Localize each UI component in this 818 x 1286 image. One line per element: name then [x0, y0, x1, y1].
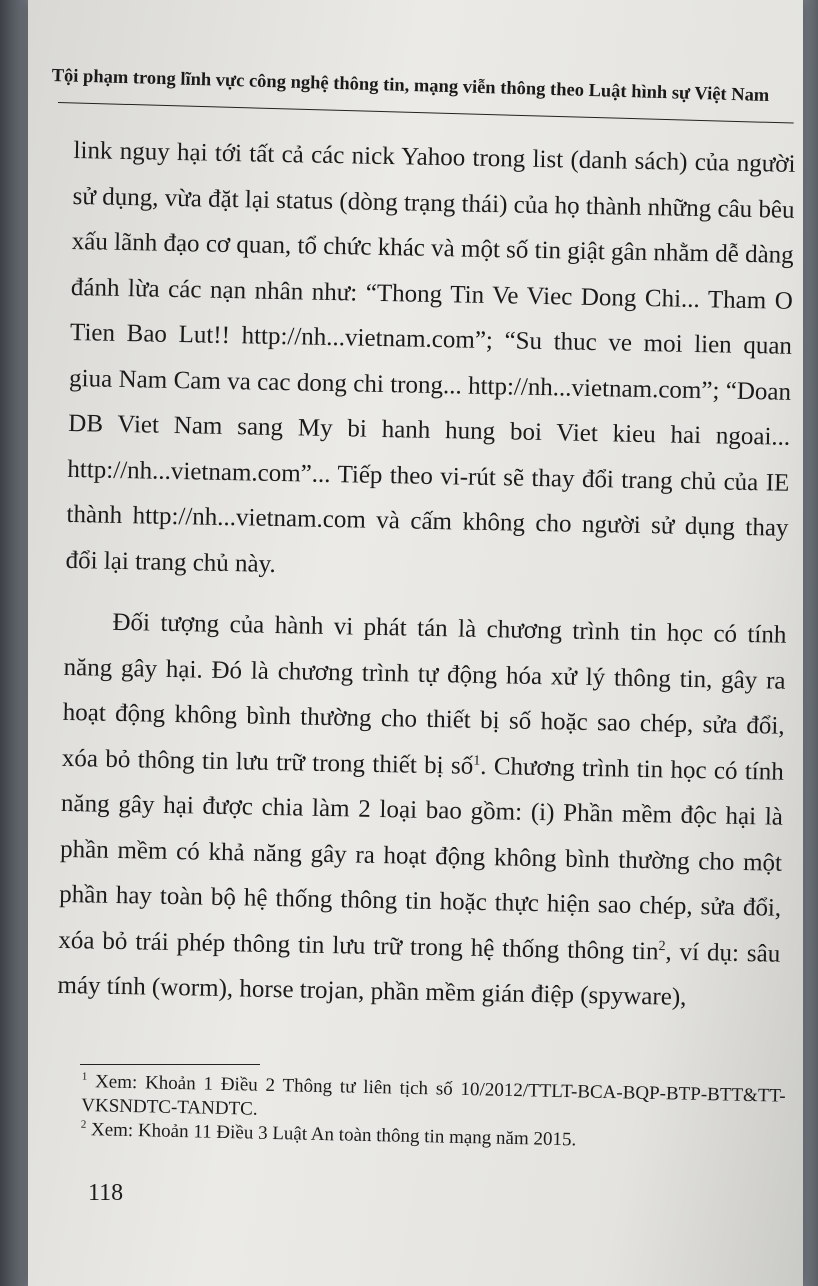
footnote-ref-2: 2	[658, 938, 666, 954]
footnote-1-marker: 1	[81, 1070, 88, 1083]
footnote-divider	[80, 1064, 260, 1065]
paragraph-2	[57, 599, 787, 1022]
page-number: 118	[88, 1180, 124, 1206]
paragraph-2-text-a: Đối tượng của hành vi phát tán là chương trình tin học có tính năng gây hại. Đó là chương trình tự động hóa xử lý thông tin, gây ra hoạt động không bình thường cho thiết bị số hoặc sao chép, sửa đổi, xóa bỏ thông tin lưu trữ trong thiết bị số	[61, 608, 787, 780]
paragraph-1: link nguy hại tới tất cả các nick Yahoo trong list (danh sách) của người sử dụng, vừa đặt lại status (dòng trạng thái) của họ thành những câu bêu xấu lãnh đạo cơ quan, tổ chức khác và một số tin giật gân nhằm dễ dàng đánh lừa các nạn nhân như: “Thong Tin Ve Viec Dong Chi... Tham O Tien Bao Lut!! http://nh...vietnam.com”; “Su thuc ve moi lien quan giua Nam Cam va cac dong chi trong... http://nh...vietnam.com”; “Doan DB Viet Nam sang My bi hanh hung boi Viet kieu hai ngoai... http://nh...vietnam.com”... Tiếp theo vi-rút sẽ thay đổi trang chủ của IE thành http://nh...vietnam.com và cấm không cho người sử dụng thay đổi lại trang chủ này.	[65, 136, 796, 578]
running-header: Tội phạm trong lĩnh vực công nghệ thông tin, mạng viễn thông theo Luật hình sự Việt Nam	[51, 66, 770, 107]
footnote-2-marker: 2	[80, 1118, 87, 1131]
footnote-ref-1: 1	[473, 752, 481, 769]
footnote-1-text: Xem: Khoản 1 Điều 2 Thông tư liên tịch số 10/2012/TTLT-BCA-BQP-BTP-BTT&TT-VKSNDTC-TANDTC.	[81, 1071, 786, 1120]
footnote-2-text: Xem: Khoản 11 Điều 3 Luật An toàn thông tin mạng năm 2015.	[90, 1119, 577, 1151]
paragraph-2-text-c: , ví dụ: sâu máy tính (worm), horse trojan, phần mềm gián điệp (spyware),	[57, 938, 781, 1011]
body-text	[57, 128, 796, 1022]
footnotes	[80, 1070, 785, 1157]
paragraph-2-text-b: . Chương trình tin học có tính năng gây hại được chia làm 2 loại bao gồm: (i) Phần mềm độc hại là phần mềm có khả năng gây ra hoạt động không bình thường cho một phần hay toàn bộ hệ thống thông tin hoặc thực hiện sao chép, sửa đổi, xóa bỏ trái phép thông tin lưu trữ trong hệ thống thông tin	[58, 752, 785, 965]
